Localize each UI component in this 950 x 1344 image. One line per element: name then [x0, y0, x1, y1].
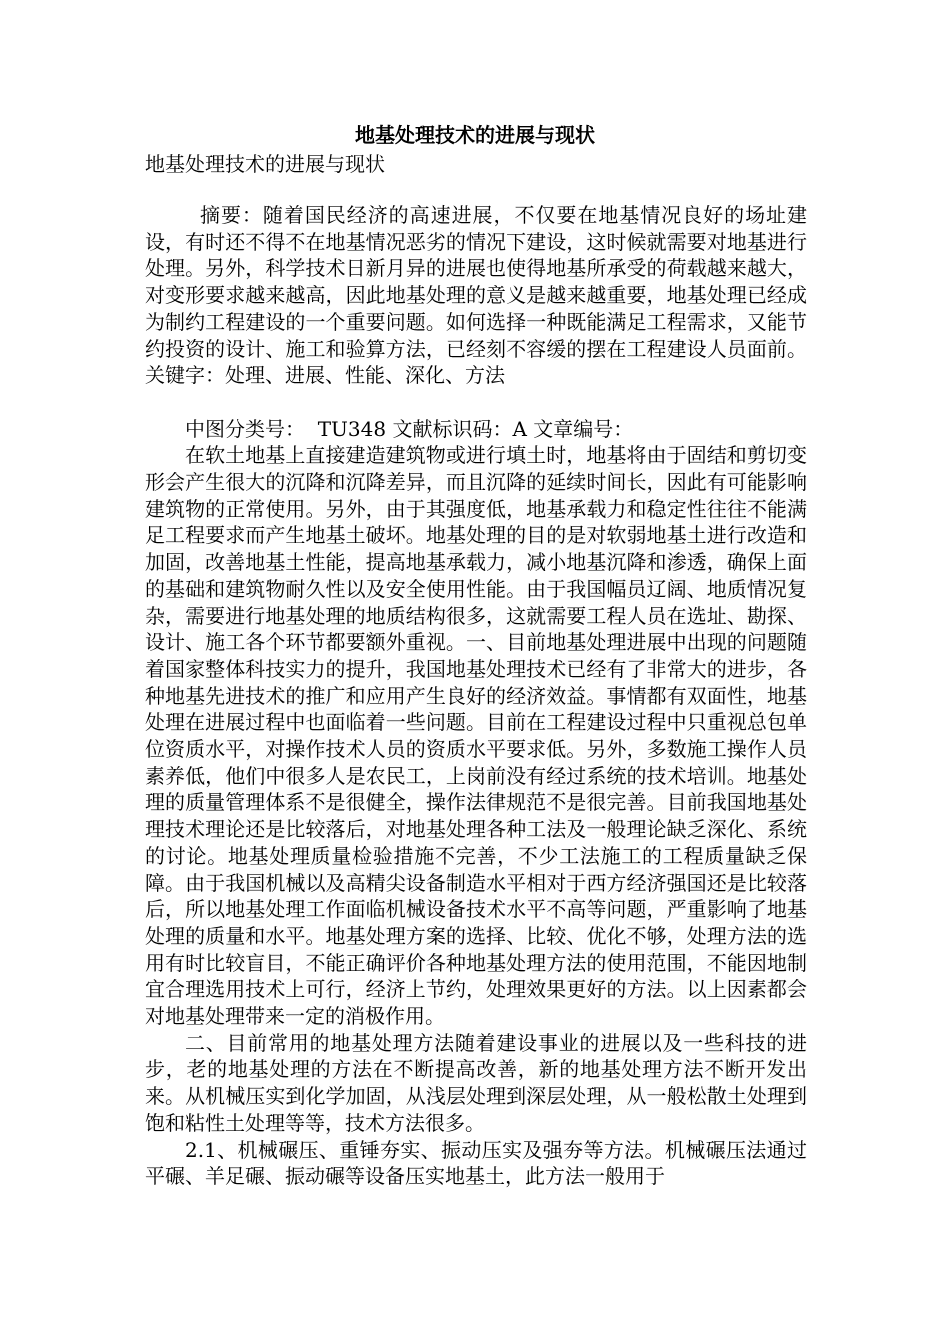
document-body — [145, 202, 807, 1190]
body-paragraph-1: 在软土地基上直接建造建筑物或进行填土时，地基将由于固结和剪切变形会产生很大的沉降和沉降差异，而且沉降的延续时间长，因此有可能影响建筑物的正常使用。另外，由于其强度低，地基承载力和稳定性往往不能满足工程要求而产生地基土破坏。地基处理的目的是对软弱地基土进行改造和加固，改善地基土性能，提高地基承载力，减小地基沉降和渗透，确保上面的基础和建筑物耐久性以及安全使用性能。由于我国幅员辽阔、地质情况复杂，需要进行地基处理的地质结构很多，这就需要工程人员在选址、勘探、设计、施工各个环节都要额外重视。一、目前地基处理进展中出现的问题随着国家整体科技实力的提升，我国地基处理技术已经有了非常大的进步，各种地基先进技术的推广和应用产生良好的经济效益。事情都有双面性，地基处理在进展过程中也面临着一些问题。目前在工程建设过程中只重视总包单位资质水平，对操作技术人员的资质水平要求低。另外，多数施工操作人员素养低，他们中很多人是农民工，上岗前没有经过系统的技术培训。地基处理的质量管理体系不是很健全，操作法律规范不是很完善。目前我国地基处理技术理论还是比较落后，对地基处理各种工法及一般理论缺乏深化、系统的讨论。地基处理质量检验措施不完善，不少工法施工的工程质量缺乏保障。由于我国机械以及高精尖设备制造水平相对于西方经济强国还是比较落后，所以地基处理工作面临机械设备技术水平不高等问题，严重影响了地基处理的质量和水平。地基处理方案的选择、比较、优化不够，处理方法的选用有时比较盲目，不能正确评价各种地基处理方法的使用范围，不能因地制宜合理选用技术上可行，经济上节约，处理效果更好的方法。以上因素都会对地基处理带来一定的消极作用。 — [145, 443, 807, 1029]
paragraph-spacer — [145, 389, 807, 416]
body-paragraph-3: 2.1、机械碾压、重锤夯实、振动压实及强夯等方法。机械碾压法通过平碾、羊足碾、振动碾等设备压实地基土，此方法一般用于 — [145, 1137, 807, 1189]
abstract-paragraph: 摘要：随着国民经济的高速进展，不仅要在地基情况良好的场址建设，有时还不得不在地基情况恶劣的情况下建设，这时候就需要对地基进行处理。另外，科学技术日新月异的进展也使得地基所承受的荷载越来越大，对变形要求越来越高，因此地基处理的意义是越来越重要，地基处理已经成为制约工程建设的一个重要问题。如何选择一种既能满足工程需求，又能节约投资的设计、施工和验算方法，已经刻不容缓的摆在工程建设人员面前。关键字：处理、进展、性能、深化、方法 — [145, 203, 807, 388]
document-subtitle: 地基处理技术的进展与现状 — [145, 152, 385, 176]
body-paragraph-2: 二、目前常用的地基处理方法随着建设事业的进展以及一些科技的进步，老的地基处理的方法在不断提高改善，新的地基处理方法不断开发出来。从机械压实到化学加固，从浅层处理到深层处理，从一般松散土处理到饱和粘性土处理等等，技术方法很多。 — [145, 1030, 807, 1135]
classification-line: 中图分类号： TU348 文献标识码：A 文章编号： — [185, 416, 634, 441]
document-title: 地基处理技术的进展与现状 — [355, 123, 595, 147]
